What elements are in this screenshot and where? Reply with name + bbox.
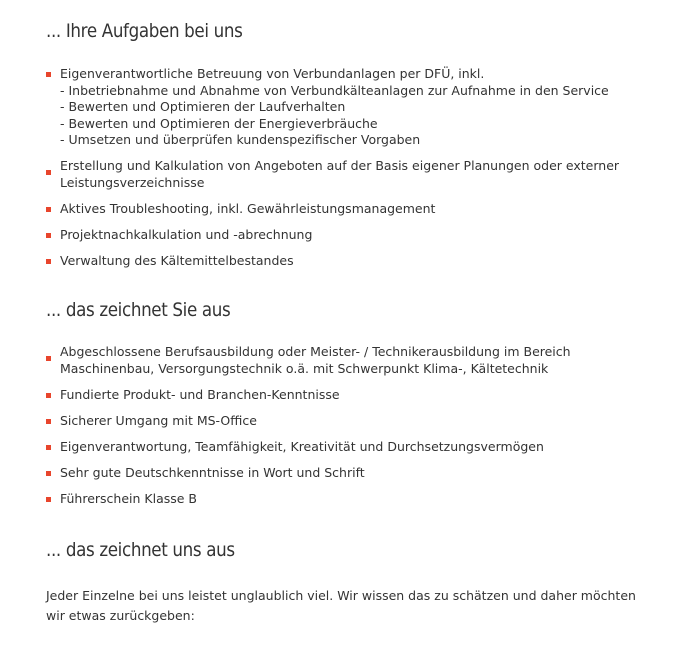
list-item-text: Projektnachkalkulation und -abrechnung <box>60 226 313 242</box>
list-item-text: Sehr gute Deutschkenntnisse in Wort und Schrift <box>60 464 365 480</box>
list-item-text: Abgeschlossene Berufsausbildung oder Meister- / Technikerausbildung im Bereich <box>60 344 571 359</box>
requirement-list-item <box>46 344 666 377</box>
requirement-list-item <box>46 465 666 482</box>
requirement-list-item <box>46 439 666 456</box>
list-item-text: - Bewerten und Optimieren der Energieverbräuche <box>60 115 378 131</box>
bullet-square-icon <box>46 207 51 212</box>
list-item-text: Eigenverantwortung, Teamfähigkeit, Kreativität und Durchsetzungsvermögen <box>60 438 544 454</box>
list-item-text: Fundierte Produkt- und Branchen-Kenntnisse <box>60 386 340 402</box>
task-list-item <box>46 253 666 270</box>
bullet-square-icon <box>46 72 51 77</box>
bullet-square-icon <box>46 471 51 476</box>
bullet-square-icon <box>46 356 51 361</box>
bullet-square-icon <box>46 233 51 238</box>
task-list-item <box>46 158 666 191</box>
list-item-text: Führerschein Klasse B <box>60 490 198 506</box>
task-list-item <box>46 66 666 149</box>
requirement-list-item <box>46 387 666 404</box>
list-item-text: - Bewerten und Optimieren der Laufverhalten <box>60 99 346 114</box>
tasks-list <box>46 66 666 279</box>
bullet-square-icon <box>46 419 51 424</box>
list-item-text: Sicherer Umgang mit MS-Office <box>60 412 257 428</box>
task-list-item <box>46 227 666 244</box>
requirements-list <box>46 344 666 517</box>
section-heading-requirements: ... das zeichnet Sie aus <box>46 299 231 321</box>
benefits-intro-paragraph: Jeder Einzelne bei uns leistet unglaublich viel. Wir wissen das zu schätzen und daher möchten wir etwas zurückgeben: <box>46 588 636 623</box>
bullet-square-icon <box>46 393 51 398</box>
section-heading-tasks: ... Ihre Aufgaben bei uns <box>46 20 243 42</box>
bullet-square-icon <box>46 497 51 502</box>
list-item-text: Erstellung und Kalkulation von Angeboten auf der Basis eigener Planungen oder externer <box>60 158 620 173</box>
task-list-item <box>46 201 666 218</box>
section-heading-benefits: ... das zeichnet uns aus <box>46 539 235 561</box>
list-item-text: - Umsetzen und überprüfen kundenspezifischer Vorgaben <box>60 132 421 147</box>
list-item-text: - Inbetriebnahme und Abnahme von Verbundkälteanlagen zur Aufnahme in den Service <box>60 82 609 98</box>
list-item-text: Maschinenbau, Versorgungstechnik o.ä. mit Schwerpunkt Klima-, Kältetechnik <box>60 360 549 376</box>
requirement-list-item <box>46 413 666 430</box>
list-item-text: Aktives Troubleshooting, inkl. Gewährleistungsmanagement <box>60 200 436 216</box>
bullet-square-icon <box>46 259 51 264</box>
requirement-list-item <box>46 491 666 508</box>
list-item-text: Eigenverantwortliche Betreuung von Verbundanlagen per DFÜ, inkl. <box>60 66 485 81</box>
bullet-square-icon <box>46 445 51 450</box>
list-item-text: Verwaltung des Kältemittelbestandes <box>60 252 294 268</box>
list-item-text: Leistungsverzeichnisse <box>60 174 205 190</box>
bullet-square-icon <box>46 170 51 175</box>
